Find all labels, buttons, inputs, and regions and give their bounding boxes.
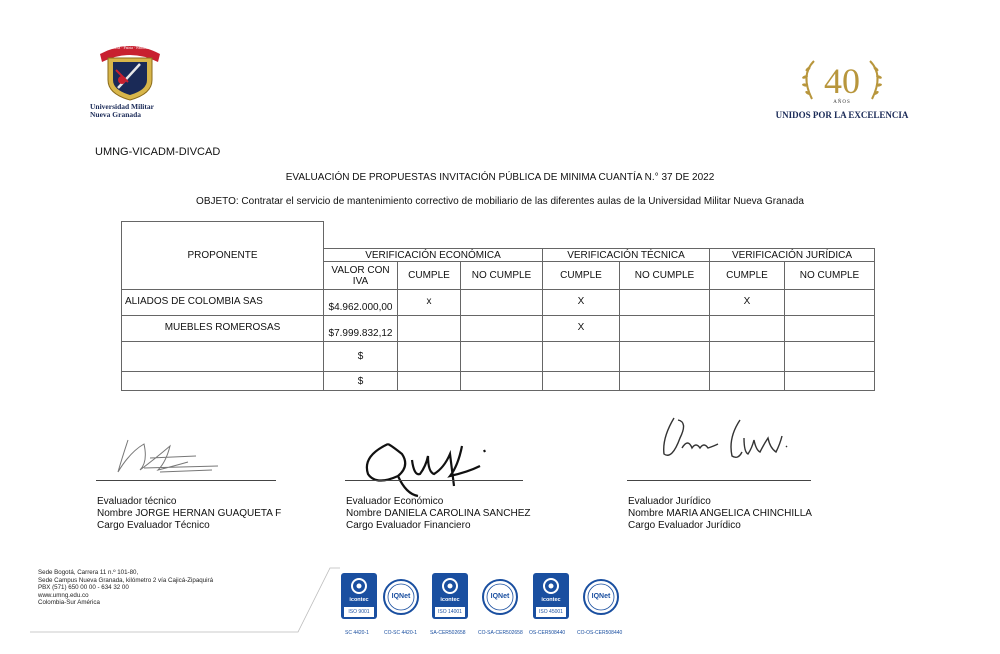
cert-code: CO-SC 4420-1 [384, 630, 418, 636]
icontec-iso45001-badge: icontec ISO 45001 [532, 572, 570, 622]
iqnet-badge: IQNet [582, 572, 620, 622]
group-economic-header: VERIFICACIÓN ECONÓMICA [324, 249, 543, 262]
tec-cumple-cell: X [543, 316, 620, 342]
document-title: EVALUACIÓN DE PROPUESTAS INVITACIÓN PÚBLICA DE MINIMA CUANTÍA N.° 37 DE 2022 [285, 172, 715, 183]
jur-no-cumple-cell [785, 372, 875, 391]
signature-position: Cargo Evaluador Jurídico [628, 520, 741, 531]
col-value-header: VALOR CON IVA [324, 262, 398, 290]
tec-no-cumple-cell [620, 342, 710, 372]
col-tec-cumple-header: CUMPLE [543, 262, 620, 290]
group-technical-header: VERIFICACIÓN TÉCNICA [543, 249, 710, 262]
document-object: OBJETO: Contratar el servicio de mantenimiento correctivo de mobiliario de las diferentes aulas de la Universidad Militar Nueva Granada [196, 196, 804, 207]
group-legal-header: VERIFICACIÓN JURÍDICA [710, 249, 875, 262]
value-cell: $ [324, 342, 398, 372]
jur-no-cumple-cell [785, 290, 875, 316]
signature-position: Cargo Evaluador Técnico [97, 520, 210, 531]
iqnet-badge: IQNet [481, 572, 519, 622]
umng-logo [90, 40, 166, 120]
anniversary-number: 40 [824, 61, 860, 101]
jur-no-cumple-cell [785, 342, 875, 372]
value-cell: $7.999.832,12 [324, 316, 398, 342]
jur-cumple-cell [710, 342, 785, 372]
cert-code: SA-CER502658 [430, 630, 466, 636]
table-row [122, 316, 875, 342]
icontec-iso9001-badge: icontec ISO 9001 [340, 572, 378, 622]
document-code: UMNG-VICADM-DIVCAD [95, 146, 221, 158]
evaluation-table [121, 221, 875, 391]
tec-cumple-cell [543, 342, 620, 372]
tec-no-cumple-cell [620, 290, 710, 316]
eco-cumple-cell [398, 372, 461, 391]
tec-no-cumple-cell [620, 316, 710, 342]
umng-shield-motto: Ciencia · Patria · Familia [108, 45, 149, 50]
signature-legal-icon [648, 408, 798, 470]
signature-economic-icon [358, 436, 498, 498]
col-eco-no-cumple-header: NO CUMPLE [461, 262, 543, 290]
signature-name: Nombre JORGE HERNAN GUAQUETA F [97, 508, 282, 519]
signature-role: Evaluador Económico [346, 496, 444, 507]
tec-no-cumple-cell [620, 372, 710, 391]
tec-cumple-cell: X [543, 290, 620, 316]
cert-code: CO-SA-CER502658 [478, 630, 523, 636]
signature-line-legal [627, 480, 811, 481]
signature-block-economic [346, 496, 531, 532]
eco-cumple-cell [398, 342, 461, 372]
proponent-cell [122, 342, 324, 372]
footer-address: Sede Bogotá, Carrera 11 n.º 101-80, Sede Campus Nueva Granada, kilómetro 2 vía Cajicá-Zipaquirá PBX (571) 650 00 00 - 634 32 00 www.umng.edu.co Colombia-Sur América [38, 569, 214, 607]
value-cell: $4.962.000,00 [324, 290, 398, 316]
proponent-cell [122, 372, 324, 391]
table-row [122, 372, 875, 391]
icontec-iso14001-badge: icontec ISO 14001 [431, 572, 469, 622]
signature-role: Evaluador técnico [97, 496, 177, 507]
signature-role: Evaluador Jurídico [628, 496, 711, 507]
signature-line-economic [345, 480, 523, 481]
signature-line-technical [96, 480, 276, 481]
col-tec-no-cumple-header: NO CUMPLE [620, 262, 710, 290]
eco-no-cumple-cell [461, 316, 543, 342]
proponent-cell: MUEBLES ROMEROSAS [122, 316, 324, 342]
footer-divider-icon [30, 560, 340, 640]
signature-name: Nombre MARIA ANGELICA CHINCHILLA [628, 508, 812, 519]
eco-no-cumple-cell [461, 290, 543, 316]
jur-cumple-cell [710, 316, 785, 342]
signature-block-legal [628, 496, 812, 532]
jur-cumple-cell [710, 372, 785, 391]
anniversary-slogan: UNIDOS POR LA EXCELENCIA [775, 110, 909, 120]
tec-cumple-cell [543, 372, 620, 391]
eco-no-cumple-cell [461, 342, 543, 372]
iqnet-badge: IQNet [382, 572, 420, 622]
eco-cumple-cell [398, 316, 461, 342]
value-cell: $ [324, 372, 398, 391]
cert-code: SC 4420-1 [345, 630, 369, 636]
col-eco-cumple-header: CUMPLE [398, 262, 461, 290]
proponent-header: PROPONENTE [122, 222, 324, 290]
laurel-icon [772, 57, 912, 102]
table-row [122, 290, 875, 316]
col-jur-cumple-header: CUMPLE [710, 262, 785, 290]
eco-no-cumple-cell [461, 372, 543, 391]
signature-position: Cargo Evaluador Financiero [346, 520, 471, 531]
signature-name: Nombre DANIELA CAROLINA SANCHEZ [346, 508, 531, 519]
col-jur-no-cumple-header: NO CUMPLE [785, 262, 875, 290]
jur-no-cumple-cell [785, 316, 875, 342]
proponent-cell: ALIADOS DE COLOMBIA SAS [122, 290, 324, 316]
cert-code: OS-CER508440 [529, 630, 566, 636]
university-name: Universidad Militar Nueva Granada [90, 102, 154, 119]
jur-cumple-cell: X [710, 290, 785, 316]
anniversary-logo [772, 57, 912, 127]
signature-block-technical [97, 496, 297, 532]
cert-code: CO-OS-CER508440 [577, 630, 623, 636]
table-row [122, 342, 875, 372]
anniversary-years: AÑOS [833, 100, 851, 105]
website-link[interactable]: www.umng.edu.co [38, 591, 89, 599]
eco-cumple-cell: x [398, 290, 461, 316]
signature-technical-icon [100, 432, 230, 480]
